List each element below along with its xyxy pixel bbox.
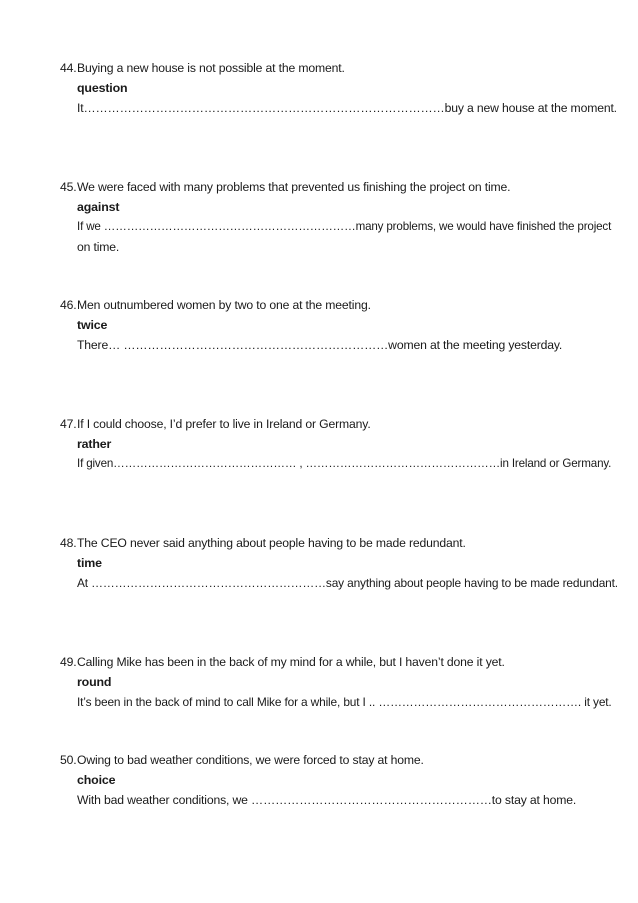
question-45: [60, 177, 620, 257]
question-sentence: Owing to bad weather conditions, we were forced to stay at home.: [77, 753, 424, 767]
question-answer-line: If we …………………………………………………………many problems, we would have finished the project: [77, 220, 612, 233]
question-number: 49.: [60, 655, 77, 669]
question-answer-line: With bad weather conditions, we ……………………………………………………to stay at home.: [77, 793, 577, 807]
question-number: 45.: [60, 180, 77, 194]
question-answer-line: There… …………………………………………………………women at the meeting yesterday.: [77, 338, 563, 352]
question-answer-continuation: on time.: [77, 240, 120, 254]
question-keyword: round: [77, 675, 112, 689]
question-sentence: Calling Mike has been in the back of my mind for a while, but I haven’t done it yet.: [77, 655, 505, 669]
question-number: 44.: [60, 61, 77, 75]
question-sentence: Buying a new house is not possible at the moment.: [77, 61, 345, 75]
question-answer-line: At ……………………………………………………say anything about people having to be made redundant.: [77, 576, 618, 590]
question-48: [60, 533, 620, 593]
question-keyword: question: [77, 81, 128, 95]
question-answer-line: It………………………………………………………………………………buy a new house at the moment.: [77, 101, 617, 115]
question-keyword: twice: [77, 318, 108, 332]
question-number: 46.: [60, 298, 77, 312]
question-keyword: against: [77, 200, 120, 214]
question-sentence: If I could choose, I’d prefer to live in Ireland or Germany.: [77, 417, 371, 431]
question-keyword: choice: [77, 773, 116, 787]
question-sentence: We were faced with many problems that prevented us finishing the project on time.: [77, 180, 511, 194]
question-answer-line: If given………………………………………… , ……………………………………………in Ireland or Germany.: [77, 457, 612, 470]
question-keyword: rather: [77, 437, 112, 451]
question-49: [60, 652, 620, 712]
question-number: 50.: [60, 753, 77, 767]
question-47: [60, 414, 620, 474]
question-sentence: Men outnumbered women by two to one at the meeting.: [77, 298, 371, 312]
question-44: [60, 58, 620, 118]
question-number: 47.: [60, 417, 77, 431]
question-number: 48.: [60, 536, 77, 550]
question-keyword: time: [77, 556, 102, 570]
question-50: [60, 750, 620, 810]
question-answer-line: It’s been in the back of mind to call Mike for a while, but I .. ……………………………………………. it yet.: [77, 695, 612, 709]
question-sentence: The CEO never said anything about people having to be made redundant.: [77, 536, 466, 550]
question-46: [60, 295, 620, 355]
